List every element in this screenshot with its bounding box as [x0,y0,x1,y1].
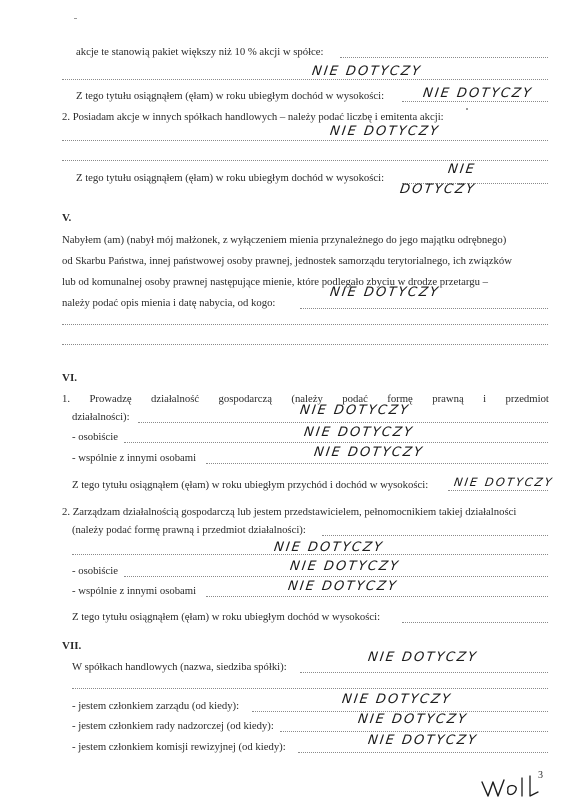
page-number: 3 [538,770,543,781]
leader-line [124,576,548,577]
leader-line [448,490,548,491]
leader-line [340,57,548,58]
word: podać [342,393,368,405]
leader-line [62,140,548,141]
leader-line [402,101,548,102]
leader-line [206,463,548,464]
word: i [483,393,487,405]
handwritten-answer: NIE DOTYCZY [288,559,401,574]
handwritten-answer: NIE DOTYCZY [328,124,441,139]
personally-label: - osobiście [72,565,119,577]
other-shares-label: 2. Posiadam akcje w innych spółkach handlowych – należy podać liczbę i emitenta akcji: [62,111,444,123]
revenue-income-label: Z tego tytułu osiągnąłem (ęłam) w roku ubiegłym przychód i dochód w wysokości: [72,479,429,491]
jointly-label: - wspólnie z innymi osobami [72,452,197,464]
leader-line [62,160,548,161]
section-heading: V. [62,212,72,224]
signature-initials [478,770,554,800]
leader-line [206,596,548,597]
handwritten-answer: DOTYCZY [398,182,477,197]
paragraph-line: Nabyłem (am) (nabył mój małżonek, z wyłączeniem mienia przynależnego do jego majątku odrębnego) [62,234,507,246]
handwritten-answer: NIE DOTYCZY [366,650,479,665]
handwritten-answer: NIE [446,162,477,177]
leader-line [62,79,548,80]
section-heading: VII. [62,640,82,652]
handwritten-answer: NIE DOTYCZY [366,733,479,748]
paragraph-line: należy podać opis mienia i datę nabycia, od kogo: [62,297,276,309]
management-label: 2. Zarządzam działalnością gospodarczą lub jestem przedstawicielem, pełnomocnikiem takiej działalności [62,506,517,518]
leader-line [124,442,548,443]
word: prawną [432,393,464,405]
word: Prowadzę [89,393,132,405]
handwritten-answer: NIE DOTYCZY [340,692,453,707]
leader-line [300,308,548,309]
word: przedmiot [505,393,549,405]
handwritten-answer: NIE DOTYCZY [453,475,555,489]
handwritten-answer: NIE DOTYCZY [286,579,399,594]
personally-label: - osobiście [72,431,119,443]
income-label: Z tego tytułu osiągnąłem (ęłam) w roku ubiegłym dochód w wysokości: [76,172,385,184]
business-activity-cont: działalności): [72,411,130,423]
board-member-label: - jestem członkiem zarządu (od kiedy): [72,700,240,712]
word: formę [387,393,413,405]
scan-mark [466,108,468,110]
leader-line [402,622,548,623]
handwritten-answer: NIE DOTYCZY [302,425,415,440]
word: gospodarczą [218,393,272,405]
scan-mark [74,18,77,19]
management-label-cont: (należy podać formę prawną i przedmiot działalności): [72,524,306,536]
companies-label: W spółkach handlowych (nazwa, siedziba spółki): [72,661,287,673]
handwritten-answer: NIE DOTYCZY [312,445,425,460]
leader-line [322,535,548,536]
jointly-label: - wspólnie z innymi osobami [72,585,197,597]
leader-line [280,731,548,732]
handwritten-answer: NIE DOTYCZY [310,64,423,79]
income-label: Z tego tytułu osiągnąłem (ęłam) w roku ubiegłym dochód w wysokości: [72,611,381,623]
handwritten-answer: NIE DOTYCZY [328,285,441,300]
leader-line [62,324,548,325]
word: (należy [291,393,323,405]
word: działalność [151,393,200,405]
audit-committee-label: - jestem członkiem komisji rewizyjnej (od kiedy): [72,741,286,753]
leader-line [72,688,548,689]
supervisory-board-label: - jestem członkiem rady nadzorczej (od kiedy): [72,720,274,732]
leader-line [300,672,548,673]
word: 1. [62,393,71,405]
leader-line [72,554,548,555]
handwritten-answer: NIE DOTYCZY [298,403,411,418]
paragraph-line: lub od komunalnej osoby prawnej następujące mienie, które podlegało zbyciu w drodze przetargu – [62,276,488,288]
paragraph-line: od Skarbu Państwa, innej państwowej osoby prawnej, jednostek samorządu terytorialnego, ich związków [62,255,512,267]
leader-line [138,422,548,423]
handwritten-answer: NIE DOTYCZY [421,86,534,101]
income-label: Z tego tytułu osiągnąłem (ęłam) w roku ubiegłym dochód w wysokości: [76,90,385,102]
shares-threshold-label: akcje te stanowią pakiet większy niż 10 % akcji w spółce: [76,46,324,58]
handwritten-answer: NIE DOTYCZY [356,712,469,727]
leader-line [298,752,548,753]
leader-line [62,344,548,345]
handwritten-answer: NIE DOTYCZY [272,540,385,555]
section-heading: VI. [62,372,77,384]
